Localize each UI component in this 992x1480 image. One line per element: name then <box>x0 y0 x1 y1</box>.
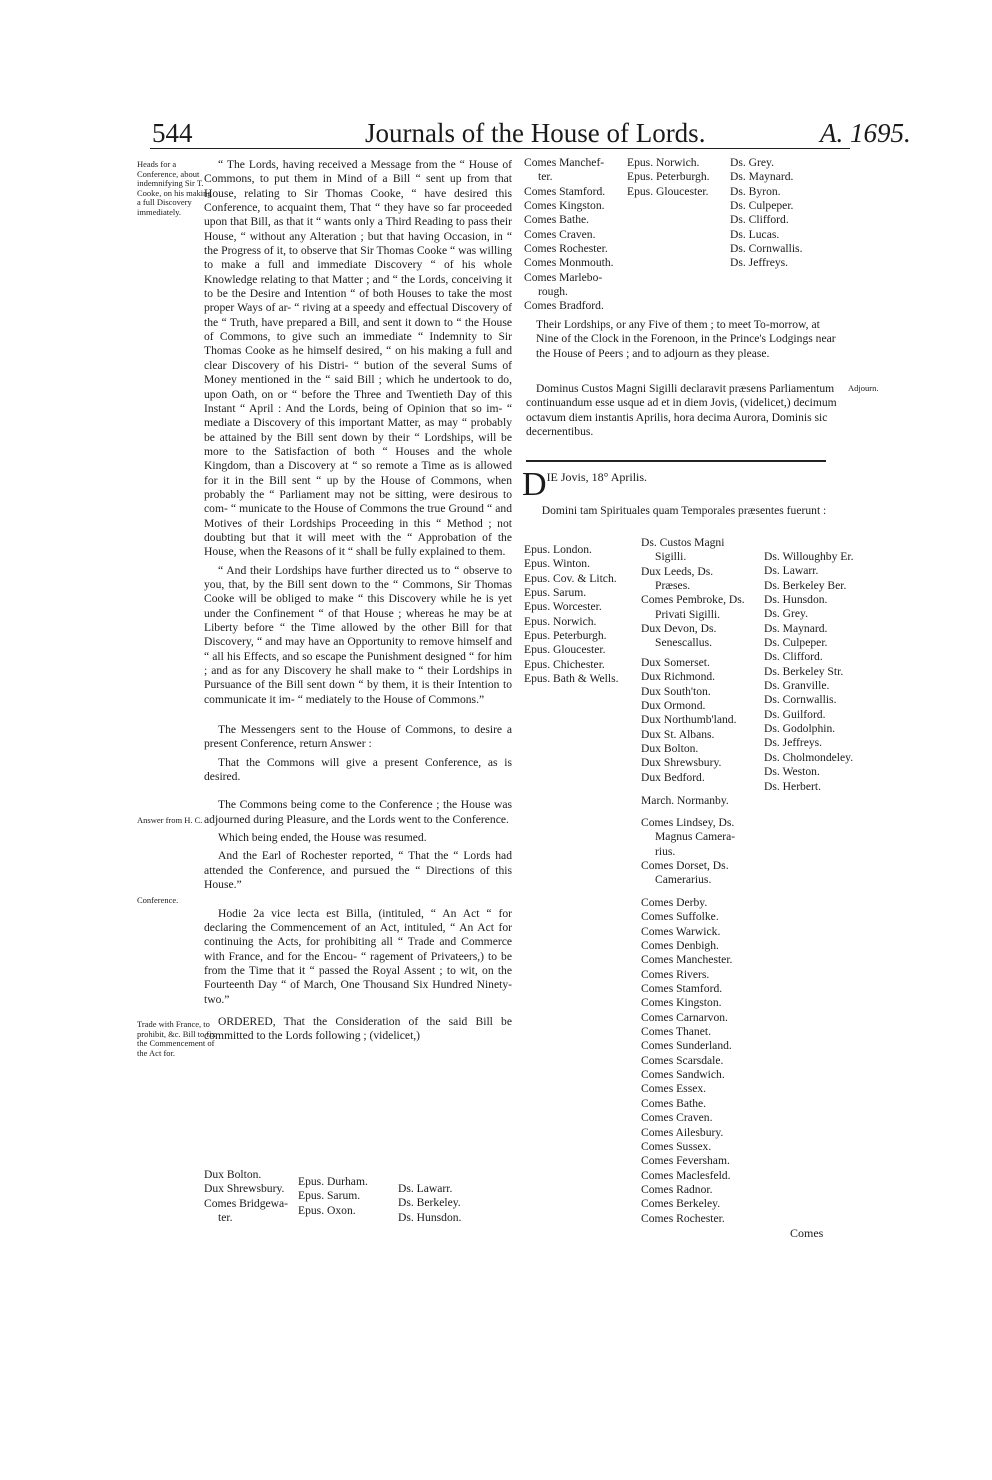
list-item: Dux Bolton. <box>641 742 699 756</box>
list-item: Ds. Berkeley Str. <box>764 664 844 678</box>
messengers-paragraph: The Messengers sent to the House of Commons, to desire a present Conference, return Answer : <box>204 723 512 751</box>
list-item: Dux Shrewsbury. <box>641 756 722 770</box>
list-item: Dux St. Albans. <box>641 727 715 741</box>
list-item: Comes Lindsey, Ds. <box>641 816 735 829</box>
list-item: Magnus Camera- <box>655 830 736 844</box>
list-item: Epus. Winton. <box>524 557 590 571</box>
list-item: Epus. Gloucester. <box>627 184 709 198</box>
list-item: Comes Warwick. <box>641 924 721 938</box>
year-label: A. 1695. <box>820 118 911 148</box>
list-item: Ds. Cholmondeley. <box>764 750 854 764</box>
list-item: Comes Radnor. <box>641 1182 713 1196</box>
margin-note-answer: Answer from H. C. <box>137 815 203 825</box>
list-item: Comes Rochester. <box>524 242 608 256</box>
list-item: Ds. Clifford. <box>730 213 789 227</box>
list-item: Dux Bolton. <box>204 1168 262 1181</box>
present-heading: Domini tam Spirituales quam Temporales præsentes fuerunt : <box>541 504 827 517</box>
list-item: Dux Somerset. <box>641 656 710 669</box>
list-item: Dux Shrewsbury. <box>204 1182 285 1196</box>
list-item: Ds. Lucas. <box>730 227 780 241</box>
list-item: Ds. Berkeley Ber. <box>764 578 847 592</box>
list-item: Comes Suffolke. <box>641 910 719 924</box>
catchword: Comes <box>790 1226 824 1240</box>
bishops-present-column <box>524 543 619 686</box>
list-item: Dux Ormond. <box>641 699 706 713</box>
list-item: Ds. Maynard. <box>730 170 794 184</box>
list-item: ter. <box>218 1211 233 1225</box>
list-item: Ds. Hunsdon. <box>398 1210 462 1224</box>
list-item: Ds. Cornwallis. <box>764 693 837 707</box>
list-item: Ds. Lawarr. <box>764 564 819 578</box>
list-item: Ds. Clifford. <box>764 650 823 664</box>
list-item: Ds. Grey. <box>730 156 775 169</box>
drop-cap: D <box>522 466 547 503</box>
die-heading-text: IE Jovis, 18° Aprilis. <box>546 470 648 484</box>
list-item: Ds. Byron. <box>730 184 781 198</box>
barons-present-column <box>764 550 854 794</box>
list-item: Ds. Willoughby Er. <box>764 550 854 563</box>
list-item: Privati Sigilli. <box>655 607 721 621</box>
bill-reading-paragraph: Hodie 2a vice lecta est Billa, (intituled, “ An Act “ for declaring the Commencement of an Act, intituled, “ An Act for continuing the Acts, for prohibiting all “ Trade and Commerce with France, and for the Encou- “ ragement of Privateers,) to be from the Time that it “ passed the Royal Assent ; to wit, on the Fourteenth Day “ of March, One Thousand Six Hundred Ninety-two.” <box>204 906 512 1006</box>
commons-answer-paragraph: That the Commons will give a present Conference, as is desired. <box>204 755 512 784</box>
page-header <box>0 112 992 152</box>
list-item: Ds. Weston. <box>764 765 820 779</box>
list-item: Ds. Berkeley. <box>398 1196 461 1210</box>
list-item: Dux South'ton. <box>641 684 711 698</box>
page-number: 544 <box>152 118 193 148</box>
list-item: Comes Kingston. <box>641 996 722 1010</box>
list-item: rius. <box>655 844 676 858</box>
list-item: Comes Marlebo- <box>524 270 603 284</box>
lordships-directions-paragraph: “ And their Lordships have further directed us to “ observe to you, that, by the Bill sent down to the “ Commons, Sir Thomas Cooke will be obliged to make “ this Discovery while he is yet under the Confinement “ of that House ; whereas he may be at Liberty before “ the Time allowed by the other Bill for that Discovery, “ and may have an Opportunity to remove himself and “ all his Effects, and so escape the Punishment designed “ for him ; and as for any Discovery he shall make to “ their Lordships in Pursuance of the Bill sent down “ by them, it is their Intention to communicate it im- “ mediately to the House of Commons.” <box>204 563 512 706</box>
margin-note-conference-heads: Heads for a Conference, about indemnifying Sir T. Cooke, on his making a full Discovery immediately. <box>137 159 212 217</box>
list-item: Epus. Cov. & Litch. <box>524 571 617 585</box>
list-item: Comes Dorset, Ds. <box>641 859 729 873</box>
list-item: Comes Pembroke, Ds. <box>641 593 745 607</box>
list-item: Ds. Cornwallis. <box>730 242 803 256</box>
committee-column-dukes <box>204 1168 288 1225</box>
list-item: Comes Thanet. <box>641 1025 711 1039</box>
list-item: Comes Bathe. <box>641 1096 707 1110</box>
list-item: Epus. Sarum. <box>298 1189 361 1203</box>
list-item: Ds. Culpeper. <box>764 636 828 650</box>
list-item: Ds. Guilford. <box>764 707 826 721</box>
list-item: Comes Bathe. <box>524 213 590 227</box>
committee-column-bishops <box>298 1175 368 1218</box>
list-item: ter. <box>538 170 553 184</box>
left-column <box>204 158 512 1044</box>
list-item: Comes Scarsdale. <box>641 1053 724 1067</box>
list-item: Comes Denbigh. <box>641 939 719 953</box>
list-item: Comes Sunderland. <box>641 1039 732 1053</box>
list-item: Comes Stamford. <box>641 982 723 996</box>
list-item: Camerarius. <box>655 873 712 887</box>
list-item: Epus. Norwich. <box>524 614 597 628</box>
list-item: Præses. <box>655 579 691 593</box>
ordered-paragraph: ORDERED, That the Consideration of the said Bill be committed to the Lords following ; (videlicet,) <box>204 1014 512 1043</box>
list-item: Epus. Norwich. <box>627 156 700 169</box>
list-item: Ds. Granville. <box>764 679 830 693</box>
list-item: Comes Sandwich. <box>641 1068 725 1082</box>
conference-paragraph: The Commons being come to the Conference ; the House was adjourned during Pleasure, and the Lords went to the Conference. <box>204 798 512 826</box>
list-item: Epus. Sarum. <box>524 586 587 600</box>
list-item: Epus. Peterburgh. <box>524 629 607 643</box>
committee-column-barons <box>398 1182 461 1225</box>
margin-note-conference: Conference. <box>137 895 179 905</box>
list-item: Epus. Peterburgh. <box>627 170 710 184</box>
list-item: Comes Sussex. <box>641 1139 712 1153</box>
rochester-report-paragraph: And the Earl of Rochester reported, “ That the “ Lords had attended the Conference, and pursued the “ Directions of this House.” <box>204 849 512 892</box>
committee-earls-column <box>524 156 614 314</box>
list-item: Comes Rochester. <box>641 1211 725 1225</box>
list-item: Epus. Chichester. <box>524 657 605 671</box>
list-item: Comes Manchester. <box>641 953 733 967</box>
list-item: Comes Kingston. <box>524 199 605 213</box>
list-item: Dux Northumb'land. <box>641 713 737 727</box>
list-item: Ds. Hunsdon. <box>764 593 828 607</box>
list-item: Comes Monmouth. <box>524 256 614 270</box>
list-item: Comes Stamford. <box>524 184 606 198</box>
list-item: Sigilli. <box>655 550 687 564</box>
adjournment-paragraph: Dominus Custos Magni Sigilli declaravit præsens Parliamentum continuandum esse usque ad et in diem Jovis, (videlicet,) decimum octavum diem instantis Aprilis, hora decima Aurora, Dominis sic decernentibus. <box>526 382 837 439</box>
committee-barons-column <box>730 156 802 271</box>
list-item: rough. <box>538 285 568 299</box>
list-item: Comes Rivers. <box>641 967 710 981</box>
list-item: Comes Essex. <box>641 1082 707 1096</box>
list-item: Comes Berkeley. <box>641 1197 721 1211</box>
list-item: Comes Craven. <box>641 1111 713 1125</box>
margin-note-trade-bill: Trade with France, to prohibit, &c. Bill to fix the Commencement of the Act for. <box>137 1019 216 1058</box>
list-item: Comes Carnarvon. <box>641 1010 728 1024</box>
list-item: Ds. Herbert. <box>764 779 821 793</box>
section-rule <box>526 460 826 462</box>
list-item: Ds. Custos Magni <box>641 536 725 549</box>
list-item: Dux Richmond. <box>641 670 716 684</box>
conference-heads-paragraph: “ The Lords, having received a Message from the “ House of Commons, to put them in Mind of a Bill “ sent up from that House, relating to Sir Thomas Cooke, “ have desired this Conference, to acquaint them, That “ they have so far proceeded upon that Bill, as that it “ wants only a Third Reading to pass their House, “ without any Alteration ; but that having Occasion, in “ the Progress of it, to observe that Sir Thomas Cooke “ was willing to make a full and immediate Discovery “ of his whole Knowledge relating to that Matter ; and “ the Lords, conceiving it to be the Desire and Intention “ of both Houses to take the most proper Ways of ar- “ riving at a speedy and effectual Discovery of the “ Truth, have prepared a Bill, and sent it down to “ the House of Commons, to give such an immediate “ Indemnity to Sir Thomas Cooke as he himself desired, “ on his making a full and clear Discovery of his Distri- “ bution of the several Sums of Money mentioned in the “ said Bill ; which he undertook to do, upon Oath, on or “ before the Three and Twentieth Day of this Instant “ April : And the Lords, being of Opinion that so im- “ mediate a Discovery of this important Matter, as may “ probably be attained by the Bill sent down by their “ Lordships, will be more to the Satisfaction of both “ Houses and the whole Kingdom, than a Discovery at “ so remote a Time as is allowed for it in the Bill sent “ up by the House of Commons, when probably the “ Parliament may not be sitting, were desirous to com- “ municate to the House of Commons the true Ground “ and Motives of their Lordships Proceeding in this “ Method ; not doubting but that it will meet with the “ Approbation of the House, when the Reasons of it “ shall be fully explained to them. <box>204 158 512 559</box>
die-heading <box>522 466 648 503</box>
list-item: Dux Bedford. <box>641 770 705 784</box>
header-rule <box>150 148 850 149</box>
officers-column <box>641 536 745 651</box>
margin-note-adjourn: Adjourn. <box>848 383 879 393</box>
list-item: Ds. Lawarr. <box>398 1182 453 1195</box>
house-resumed-paragraph: Which being ended, the House was resumed. <box>218 831 427 845</box>
list-item: Comes Maclesfeld. <box>641 1168 731 1182</box>
list-item: Comes Bridgewa- <box>204 1196 289 1210</box>
list-item: Ds. Jeffreys. <box>730 256 789 270</box>
meeting-paragraph: Their Lordships, or any Five of them ; to meet To-morrow, at Nine of the Clock in the Forenoon, in the Prince's Lodgings near the House of Peers ; and to adjourn as they please. <box>536 318 836 360</box>
earls-column <box>641 896 732 1226</box>
list-item: Comes Bradford. <box>524 299 604 313</box>
list-item: Ds. Grey. <box>764 607 809 621</box>
list-item: Epus. Oxon. <box>298 1203 356 1217</box>
list-item: Comes Feversham. <box>641 1154 730 1168</box>
list-item: Ds. Godolphin. <box>764 722 836 736</box>
list-item: Ds. Jeffreys. <box>764 736 823 750</box>
list-item: Epus. Bath & Wells. <box>524 672 619 686</box>
dukes-column <box>641 656 736 785</box>
marquess-line: March. Normanby. <box>641 794 729 807</box>
chamberlains-column <box>641 816 735 888</box>
list-item: Comes Derby. <box>641 896 708 909</box>
list-item: Comes Ailesbury. <box>641 1125 724 1139</box>
list-item: Epus. London. <box>524 543 592 556</box>
list-item: Comes Craven. <box>524 227 596 241</box>
list-item: Ds. Maynard. <box>764 621 828 635</box>
running-title: Journals of the House of Lords. <box>365 118 706 148</box>
list-item: Comes Manchef- <box>524 156 605 169</box>
list-item: Ds. Culpeper. <box>730 199 794 213</box>
list-item: Epus. Worcester. <box>524 600 602 614</box>
committee-bishops-column <box>627 156 710 199</box>
list-item: Dux Devon, Ds. <box>641 622 717 636</box>
list-item: Epus. Gloucester. <box>524 643 606 657</box>
list-item: Epus. Durham. <box>298 1175 368 1188</box>
list-item: Dux Leeds, Ds. <box>641 564 714 578</box>
list-item: Senescallus. <box>655 636 712 650</box>
